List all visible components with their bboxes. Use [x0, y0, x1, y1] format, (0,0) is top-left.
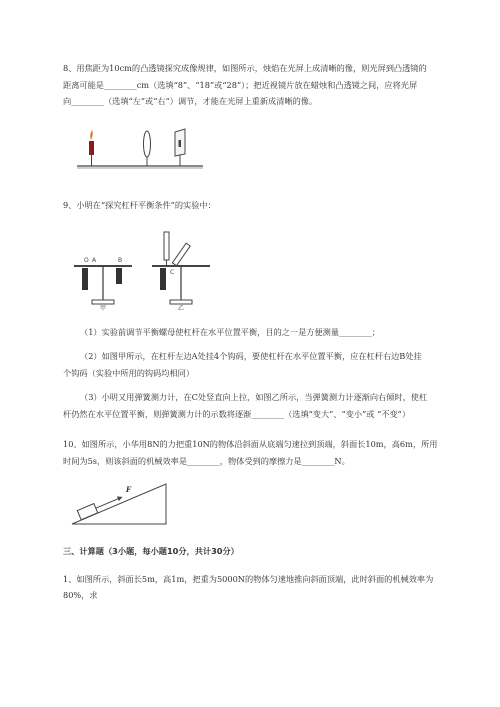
- convex-lens-icon: [144, 131, 151, 166]
- q9-p2-line-2: 个钩码（实验中所用的钩码均相同）: [63, 368, 195, 378]
- lever-figure-a: [72, 240, 134, 310]
- lever-point-label: O: [84, 257, 89, 264]
- block-icon: [77, 504, 97, 520]
- q9-p1: （1）实验前调节平衡螺母使杠杆在水平位置平衡，目的之一是方便测量________；: [80, 327, 380, 337]
- weights-icon: [116, 268, 122, 284]
- lever-point-label: B: [118, 257, 123, 264]
- force-label: F: [126, 485, 131, 494]
- lever-figure-b: [150, 228, 212, 310]
- optical-bench-figure: [75, 128, 205, 170]
- spring-scale-icon: [164, 232, 190, 266]
- weights-icon: [160, 268, 166, 290]
- screen-icon: [175, 129, 185, 166]
- lever-point-label: C: [170, 269, 175, 276]
- q10-line-1: 10、如图所示，小华用8N的力把重10N的物体沿斜面从底端匀速拉到顶端，斜面长10m，高6m，所用: [63, 439, 438, 449]
- q9-line-1: 9、小明在“探究杠杆平衡条件”的实验中：: [63, 200, 216, 210]
- c1-line-2: 80%，求: [63, 590, 98, 600]
- incline-figure: [70, 478, 170, 528]
- q10-line-2: 时间为5s，则该斜面的机械效率是________，物体受到的摩擦力是________N。: [63, 456, 350, 466]
- figure-caption: 甲: [100, 305, 107, 312]
- candle-icon: [89, 130, 94, 166]
- q8-line-3: 向________（选填“左”或“右”）调节，才能在光屏上重新成清晰的像。: [63, 96, 318, 106]
- c1-line-1: 1、如图所示，斜面长5m，高1m，把重为5000N的物体匀速地推向斜面顶端，此时斜面的机械效率为: [63, 574, 434, 584]
- q9-p2-line-1: （2）如图甲所示，在杠杆左边A处挂4个钩码，要使杠杆在水平位置平衡，应在杠杆右边B处挂: [80, 351, 422, 361]
- section-3-title: 三、计算题（3小题，每小题10分，共计30分）: [63, 546, 239, 556]
- force-arrow-icon: [96, 499, 118, 508]
- q9-p3-line-2: 杆仍然在水平位置平衡，则弹簧测力计的示数将逐渐________（选填“变大”、“变小”或 “不变”）: [63, 409, 411, 419]
- figure-caption: 乙: [178, 305, 185, 312]
- q9-p3-line-1: （3）小明又用弹簧测力计，在C处竖直向上拉，如图乙所示，当弹簧测力计逐渐向右倾时，使杠: [80, 392, 428, 402]
- q8-line-2: 距离可能是________cm（选填“8”、“18”或“28”）；把近视镜片放在蜡烛和凸透镜之间，应将光屏: [63, 80, 418, 90]
- lever-point-label: A: [92, 257, 97, 264]
- weights-icon: [82, 268, 88, 290]
- q8-line-1: 8、用焦距为10cm的凸透镜探究成像规律，如图所示，烛焰在光屏上成清晰的像，则光屏到凸透镜的: [63, 63, 427, 73]
